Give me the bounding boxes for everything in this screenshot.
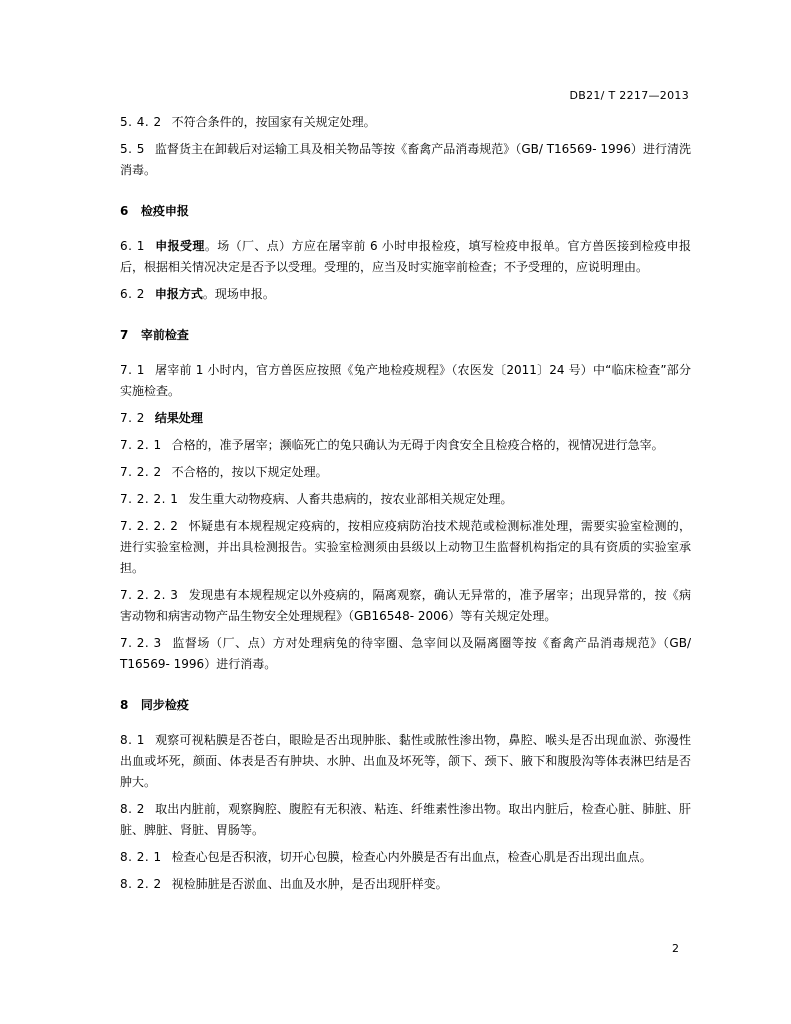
clause-number: 7. 2. 1 — [120, 438, 162, 452]
clause-text: 取出内脏前，观察胸腔、腹腔有无积液、粘连、纤维素性渗出物。取出内脏后，检查心脏、肺脏、肝脏、脾脏、肾脏、胃肠等。 — [120, 802, 691, 837]
clause-number: 8. 1 — [120, 733, 145, 747]
clause-paragraph — [120, 516, 691, 579]
clause-number: 7. 2. 2. 2 — [120, 519, 179, 533]
clause-text: 不符合条件的，按国家有关规定处理。 — [171, 115, 376, 129]
section-heading — [120, 695, 691, 716]
clause-text: 视检肺脏是否淤血、出血及水肿，是否出现肝样变。 — [171, 877, 448, 891]
clause-number: 7. 2 — [120, 411, 145, 425]
clause-paragraph — [120, 408, 691, 429]
clause-text: 观察可视粘膜是否苍白，眼睑是否出现肿胀、黏性或脓性渗出物，鼻腔、喉头是否出现血淤、弥漫性出血或坏死，颜面、体表是否有肿块、水肿、出血及坏死等，颌下、颈下、腋下和腹股沟等体表淋巴结是否肿大。 — [120, 733, 691, 789]
clause-number: 7. 2. 2. 1 — [120, 492, 179, 506]
section-heading — [120, 201, 691, 222]
clause-paragraph — [120, 112, 691, 133]
clause-title: 申报受理 — [154, 239, 205, 253]
clause-paragraph — [120, 874, 691, 895]
document-body — [120, 112, 691, 901]
clause-text: 发现患有本规程规定以外疫病的，隔离观察，确认无异常的，准予屠宰；出现异常的，按《病害动物和病害动物产品生物安全处理规程》（GB16548- 2006）等有关规定处理。 — [120, 588, 691, 623]
clause-paragraph — [120, 462, 691, 483]
clause-text: 怀疑患有本规程规定疫病的，按相应疫病防治技术规范或检测标准处理，需要实验室检测的，进行实验室检测，并出具检测报告。实验室检测须由县级以上动物卫生监督机构指定的具有资质的实验室承担。 — [120, 519, 691, 575]
clause-number: 7. 2. 2 — [120, 465, 162, 479]
clause-text: 监督货主在卸载后对运输工具及相关物品等按《畜禽产品消毒规范》（GB/ T16569- 1996）进行清洗消毒。 — [120, 142, 691, 177]
clause-paragraph — [120, 730, 691, 793]
clause-number: 6. 2 — [120, 287, 145, 301]
clause-paragraph — [120, 585, 691, 627]
page-number: 2 — [672, 942, 679, 955]
clause-number: 5. 4. 2 — [120, 115, 162, 129]
clause-paragraph — [120, 799, 691, 841]
clause-text: 发生重大动物疫病、人畜共患病的，按农业部相关规定处理。 — [188, 492, 513, 506]
clause-text: 。场（厂、点）方应在屠宰前 6 小时申报检疫，填写检疫申报单。官方兽医接到检疫申报后，根据相关情况决定是否予以受理。受理的，应当及时实施宰前检查；不予受理的，应说明理由。 — [120, 239, 691, 274]
clause-number: 7. 2. 2. 3 — [120, 588, 179, 602]
heading-text: 宰前检查 — [140, 328, 189, 342]
clause-title: 结果处理 — [154, 411, 203, 425]
clause-paragraph — [120, 435, 691, 456]
document-code: DB21/ T 2217—2013 — [569, 89, 689, 102]
clause-text: 屠宰前 1 小时内，官方兽医应按照《兔产地检疫规程》（农医发〔2011〕24 号）中“临床检查”部分实施检查。 — [120, 363, 691, 398]
clause-number: 5. 5 — [120, 142, 145, 156]
heading-text: 同步检疫 — [140, 698, 189, 712]
clause-paragraph — [120, 236, 691, 278]
clause-paragraph — [120, 633, 691, 675]
clause-paragraph — [120, 847, 691, 868]
clause-paragraph — [120, 284, 691, 305]
clause-number: 6. 1 — [120, 239, 145, 253]
clause-title: 申报方式 — [154, 287, 203, 301]
clause-number: 7 — [120, 328, 129, 342]
clause-number: 7. 2. 3 — [120, 636, 162, 650]
clause-paragraph — [120, 139, 691, 181]
clause-text: 。现场申报。 — [202, 287, 275, 301]
clause-number: 8 — [120, 698, 129, 712]
clause-number: 6 — [120, 204, 129, 218]
clause-text: 不合格的，按以下规定处理。 — [171, 465, 328, 479]
section-heading — [120, 325, 691, 346]
clause-number: 7. 1 — [120, 363, 145, 377]
clause-number: 8. 2. 2 — [120, 877, 162, 891]
heading-text: 检疫申报 — [140, 204, 189, 218]
clause-number: 8. 2. 1 — [120, 850, 162, 864]
clause-paragraph — [120, 489, 691, 510]
clause-text: 检查心包是否积液，切开心包膜，检查心内外膜是否有出血点，检查心肌是否出现出血点。 — [171, 850, 652, 864]
clause-paragraph — [120, 360, 691, 402]
clause-text: 监督场（厂、点）方对处理病兔的待宰圈、急宰间以及隔离圈等按《畜禽产品消毒规范》（GB/ T16569- 1996）进行消毒。 — [120, 636, 691, 671]
clause-number: 8. 2 — [120, 802, 145, 816]
clause-text: 合格的，准予屠宰；濒临死亡的兔只确认为无碍于肉食安全且检疫合格的，视情况进行急宰。 — [171, 438, 664, 452]
